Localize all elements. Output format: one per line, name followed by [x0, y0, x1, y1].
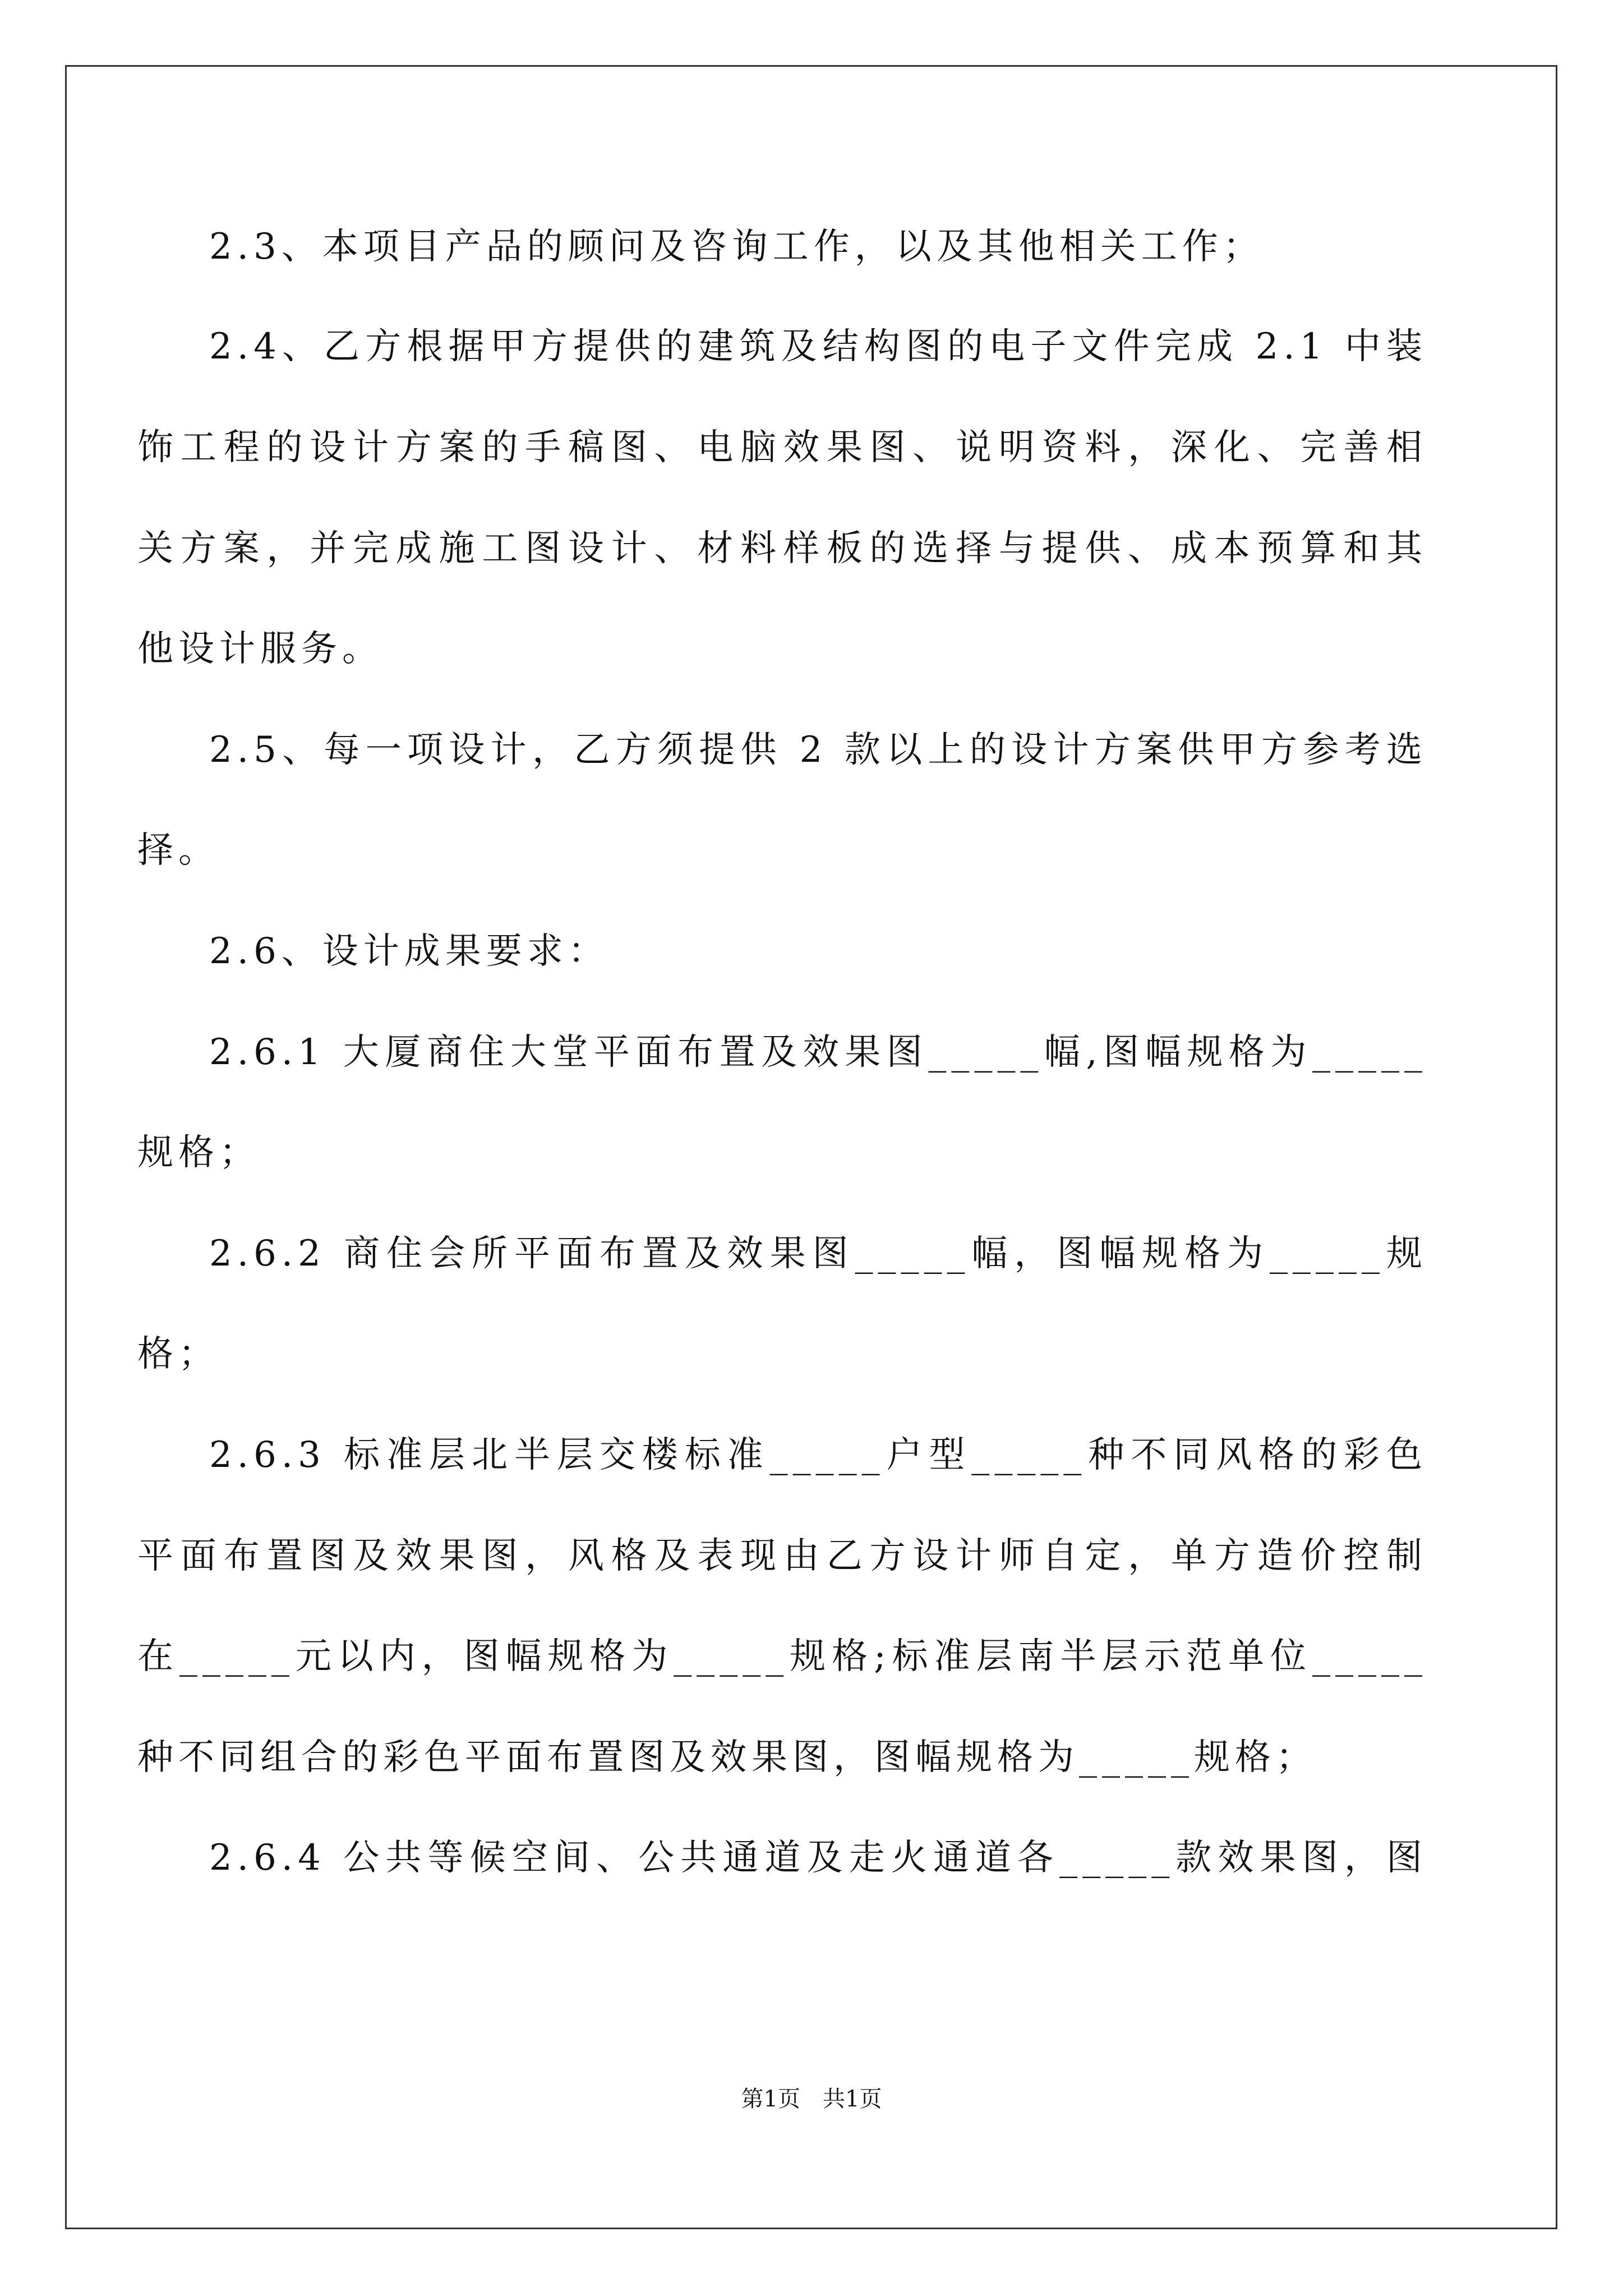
paragraph-2-6: 2.6、设计成果要求：: [209, 931, 609, 972]
paragraph-2-4-line-4: 他设计服务。: [137, 628, 383, 670]
paragraph-2-6-1-line-1: 2.6.1 大厦商住大堂平面布置及效果图_____幅,图幅规格为_____: [209, 1032, 1427, 1073]
paragraph-2-6-2-line-1: 2.6.2 商住会所平面布置及效果图_____幅，图幅规格为_____规: [209, 1233, 1427, 1274]
paragraph-2-3: 2.3、本项目产品的顾问及咨询工作，以及其他相关工作；: [209, 226, 1264, 268]
paragraph-2-6-4-line-1: 2.6.4 公共等候空间、公共通道及走火通道各_____款效果图，图: [209, 1837, 1427, 1879]
paragraph-2-6-3-line-4: 种不同组合的彩色平面布置图及效果图，图幅规格为_____规格；: [137, 1737, 1317, 1778]
paragraph-2-5-line-1: 2.5、每一项设计，乙方须提供 2 款以上的设计方案供甲方参考选: [209, 729, 1427, 771]
paragraph-2-4-line-2: 饰工程的设计方案的手稿图、电脑效果图、说明资料，深化、完善相: [137, 427, 1427, 468]
paragraph-2-6-3-line-1: 2.6.3 标准层北半层交楼标准_____户型_____种不同风格的彩色: [209, 1434, 1427, 1476]
paragraph-2-4-line-1: 2.4、乙方根据甲方提供的建筑及结构图的电子文件完成 2.1 中装: [209, 326, 1427, 367]
paragraph-2-6-1-line-2: 规格；: [137, 1132, 260, 1174]
page-footer: 第1页 共1页: [741, 2086, 882, 2112]
paragraph-2-5-line-2: 择。: [137, 830, 219, 871]
paragraph-2-4-line-3: 关方案，并完成施工图设计、材料样板的选择与提供、成本预算和其: [137, 528, 1427, 569]
paragraph-2-6-3-line-2: 平面布置图及效果图，风格及表现由乙方设计师自定，单方造价控制: [137, 1535, 1427, 1577]
paragraph-2-6-3-line-3: 在_____元以内，图幅规格为_____规格;标准层南半层示范单位_____: [137, 1636, 1427, 1677]
paragraph-2-6-2-line-2: 格；: [137, 1333, 219, 1375]
